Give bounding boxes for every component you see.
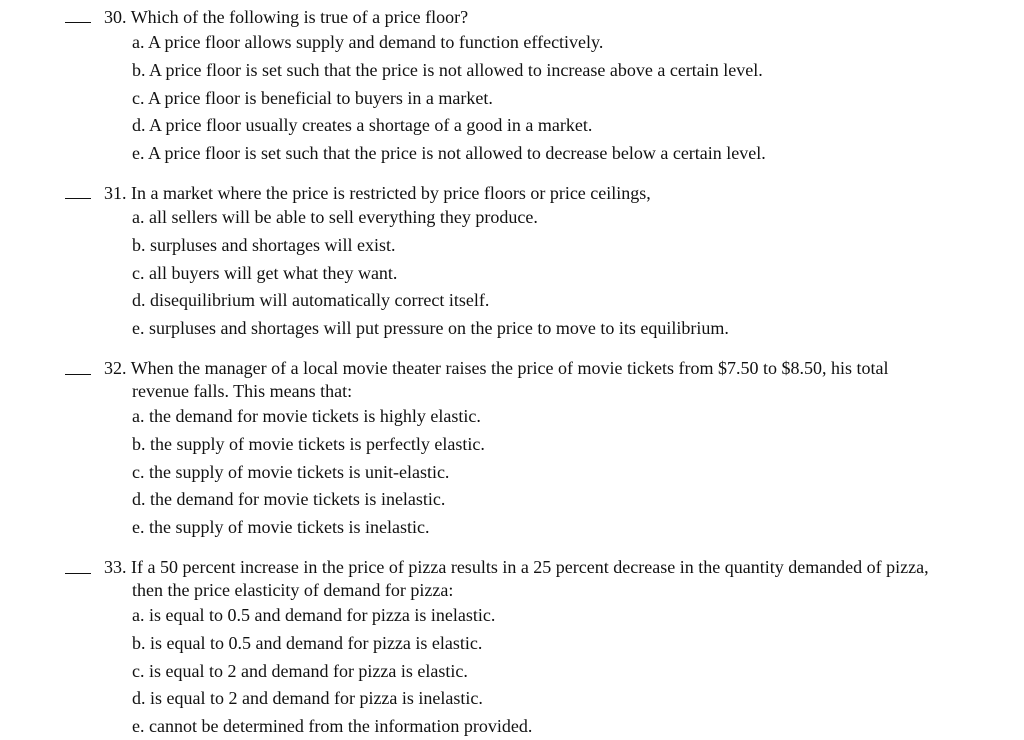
answer-blank[interactable] (65, 573, 91, 574)
stem-text: If a 50 percent increase in the price of pizza results in a 25 percent decrease in the quantity demanded of pizza, (131, 557, 929, 577)
question-stem (104, 6, 984, 29)
question-number: 31. (104, 183, 127, 203)
choice-d[interactable]: d. disequilibrium will automatically correct itself. (132, 290, 490, 310)
question-number: 32. (104, 358, 127, 378)
choice-c[interactable]: c. is equal to 2 and demand for pizza is elastic. (132, 661, 468, 681)
stem-text: When the manager of a local movie theater raises the price of movie tickets from $7.50 to $8.50, his total (130, 358, 889, 378)
choice-b[interactable]: b. the supply of movie tickets is perfectly elastic. (132, 434, 485, 454)
choice-c[interactable]: c. the supply of movie tickets is unit-elastic. (132, 462, 450, 482)
question-number: 33. (104, 557, 127, 577)
choice-a[interactable]: a. the demand for movie tickets is highly elastic. (132, 406, 481, 426)
choice-b[interactable]: b. A price floor is set such that the price is not allowed to increase above a certain level. (132, 60, 763, 80)
stem-text: In a market where the price is restricted by price floors or price ceilings, (131, 183, 651, 203)
choice-b[interactable]: b. surpluses and shortages will exist. (132, 235, 396, 255)
choice-d[interactable]: d. is equal to 2 and demand for pizza is inelastic. (132, 688, 483, 708)
stem-text-continued: revenue falls. This means that: (132, 381, 353, 401)
choice-a[interactable]: a. A price floor allows supply and demand to function effectively. (132, 32, 604, 52)
answer-blank[interactable] (65, 374, 91, 375)
choice-e[interactable]: e. A price floor is set such that the price is not allowed to decrease below a certain level. (132, 143, 766, 163)
choice-d[interactable]: d. the demand for movie tickets is inelastic. (132, 489, 446, 509)
stem-text-continued: then the price elasticity of demand for pizza: (132, 580, 454, 600)
question-number: 30. (104, 7, 127, 27)
choice-a[interactable]: a. all sellers will be able to sell everything they produce. (132, 207, 538, 227)
choice-e[interactable]: e. surpluses and shortages will put pressure on the price to move to its equilibrium. (132, 318, 729, 338)
choice-c[interactable]: c. all buyers will get what they want. (132, 263, 398, 283)
choice-e[interactable]: e. the supply of movie tickets is inelastic. (132, 517, 430, 537)
choice-a[interactable]: a. is equal to 0.5 and demand for pizza is inelastic. (132, 605, 496, 625)
choice-e[interactable]: e. cannot be determined from the information provided. (132, 716, 533, 736)
choice-c[interactable]: c. A price floor is beneficial to buyers in a market. (132, 88, 493, 108)
choice-b[interactable]: b. is equal to 0.5 and demand for pizza is elastic. (132, 633, 483, 653)
choice-d[interactable]: d. A price floor usually creates a shortage of a good in a market. (132, 115, 593, 135)
question-stem (104, 357, 984, 403)
question-stem (104, 182, 984, 205)
answer-blank[interactable] (65, 22, 91, 23)
stem-text: Which of the following is true of a price floor? (130, 7, 469, 27)
answer-blank[interactable] (65, 198, 91, 199)
question-stem (104, 556, 984, 602)
